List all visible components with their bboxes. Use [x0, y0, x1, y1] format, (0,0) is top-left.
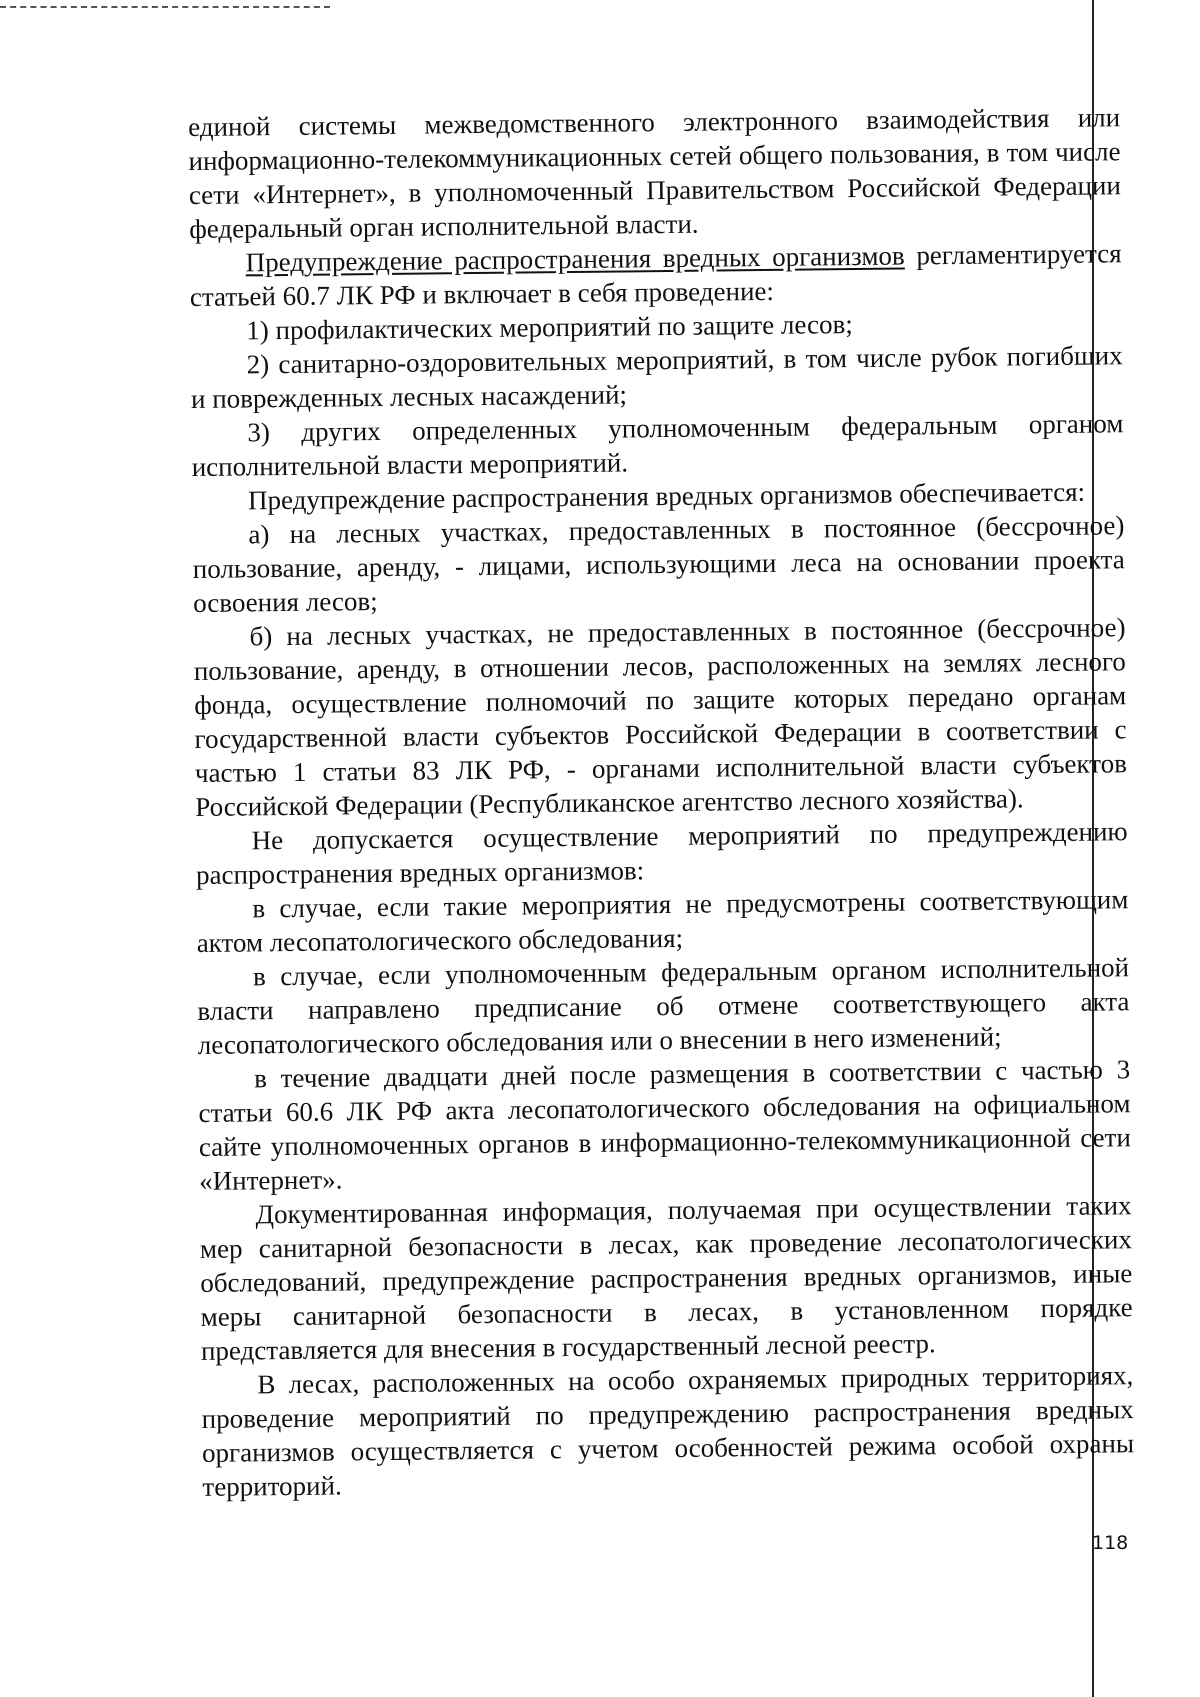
- paragraph-2: [189, 236, 1122, 314]
- paragraph-1: единой системы межведомственного электронного взаимодействия или информационно-телекоммуникационных сетей общего пользования, в том числе сети «Интернет», в уполномоченный Правительством Российской Федерации федеральный орган исполнительной власти.: [188, 102, 1121, 244]
- paragraph-2-text: регламентируется статьей 60.7 ЛК РФ и включает в себя проведение:: [189, 238, 1122, 312]
- document-body: [188, 100, 1135, 1504]
- paragraph-10: в случае, если такие мероприятия не предусмотрены соответствующим актом лесопатологического обследования;: [196, 884, 1129, 958]
- top-scan-border: [0, 6, 330, 8]
- paragraph-4: 2) санитарно-оздоровительных мероприятий, в том числе рубок погибших и поврежденных лесных насаждений;: [190, 340, 1123, 414]
- paragraph-12: в течение двадцати дней после размещения в соответствии с частью 3 статьи 60.6 ЛК РФ акта лесопатологического обследования на официальном сайте уполномоченных органов в информационно-телекоммуникационной сети «Интернет».: [198, 1054, 1131, 1196]
- paragraph-13: Документированная информация, получаемая при осуществлении таких мер санитарной безопасности в лесах, как проведение лесопатологических обследований, предупреждение распространения вредных организмов, иные меры санитарной безопасности в лесах, в установленном порядке представляется для внесения в государственный лесной реестр.: [199, 1190, 1133, 1366]
- paragraph-8: б) на лесных участках, не предоставленных в постоянное (бессрочное) пользование, аренду, в отношении лесов, расположенных на землях лесного фонда, осуществление полномочий по защите которых передано органам государственной власти субъектов Российской Федерации в соответствии с частью 1 статьи 83 ЛК РФ, - органами исполнительной власти субъектов Российской Федерации (Республиканское агентство лесного хозяйства).: [193, 612, 1128, 822]
- underlined-term: Предупреждение распространения вредных организмов: [245, 240, 905, 278]
- page-number: 118: [1092, 1532, 1129, 1554]
- paragraph-5: 3) других определенных уполномоченным федеральным органом исполнительной власти мероприятий.: [191, 408, 1124, 482]
- paragraph-3: 1) профилактических мероприятий по защите лесов;: [246, 309, 853, 346]
- paragraph-11: в случае, если уполномоченным федеральным органом исполнительной власти направлено предписание об отмене соответствующего акта лесопатологического обследования или о внесении в него изменений;: [197, 952, 1130, 1060]
- paragraph-6: Предупреждение распространения вредных организмов обеспечивается:: [247, 476, 1086, 516]
- paragraph-7: а) на лесных участках, предоставленных в постоянное (бессрочное) пользование, аренду, - лицами, использующими леса на основании проекта освоения лесов;: [192, 510, 1125, 618]
- paragraph-14: В лесах, расположенных на особо охраняемых природных территориях, проведение мероприятий по предупреждению распространения вредных организмов осуществляется с учетом особенностей режима особой охраны территорий.: [201, 1360, 1135, 1502]
- paragraph-9: Не допускается осуществление мероприятий по предупреждению распространения вредных организмов:: [195, 816, 1128, 890]
